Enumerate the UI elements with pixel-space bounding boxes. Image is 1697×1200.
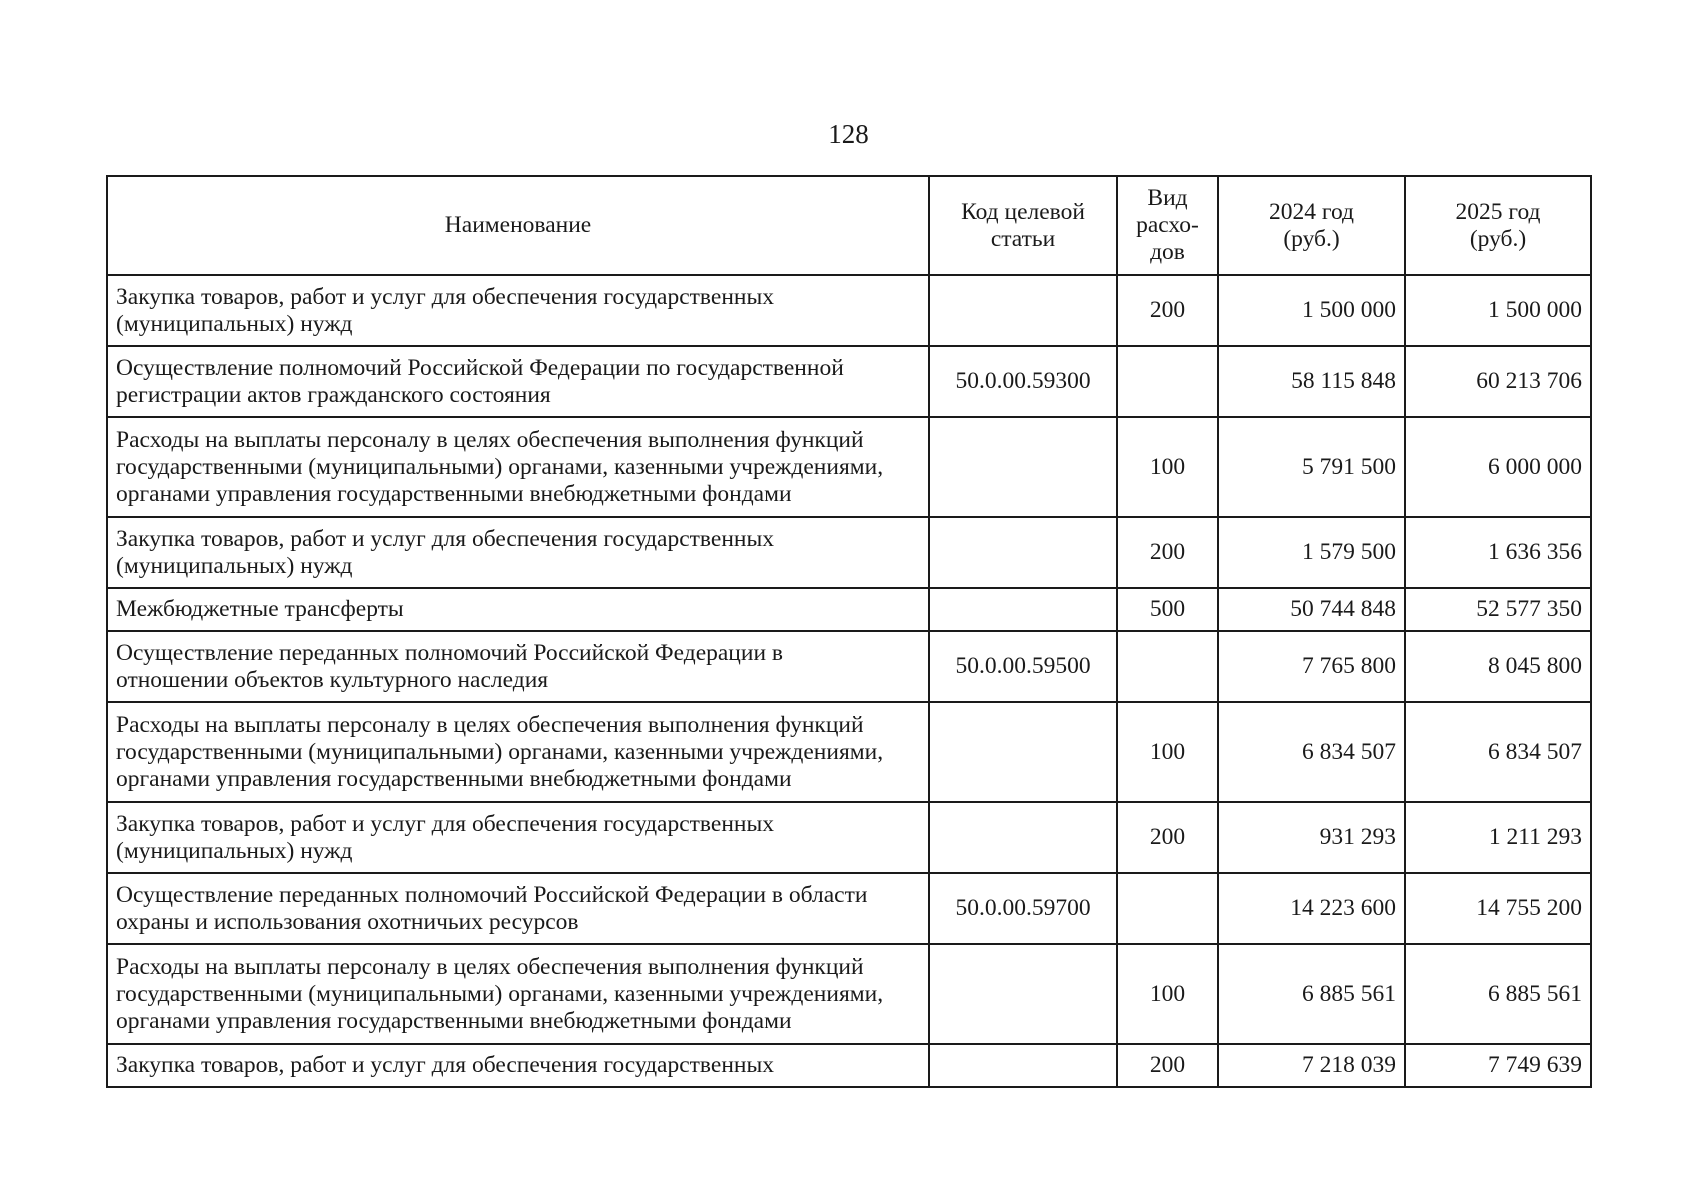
budget-table [106, 175, 1592, 1088]
row-code [929, 944, 1117, 1044]
row-name: Закупка товаров, работ и услуг для обеспечения государственных (муниципальных) нужд [107, 275, 929, 346]
row-2024: 14 223 600 [1218, 873, 1405, 944]
table-row [107, 802, 1591, 873]
table-row [107, 275, 1591, 346]
row-name: Осуществление переданных полномочий Российской Федерации в области охраны и использования охотничьих ресурсов [107, 873, 929, 944]
row-2025: 1 211 293 [1405, 802, 1591, 873]
row-code [929, 417, 1117, 517]
row-code: 50.0.00.59500 [929, 631, 1117, 702]
row-2024: 931 293 [1218, 802, 1405, 873]
table-row [107, 588, 1591, 631]
table-row [107, 417, 1591, 517]
row-code [929, 517, 1117, 588]
row-kind: 200 [1117, 275, 1218, 346]
row-name: Межбюджетные трансферты [107, 588, 929, 631]
row-kind [1117, 346, 1218, 417]
row-code [929, 802, 1117, 873]
row-code [929, 702, 1117, 802]
row-code: 50.0.00.59700 [929, 873, 1117, 944]
row-kind: 100 [1117, 417, 1218, 517]
row-2025: 7 749 639 [1405, 1044, 1591, 1087]
row-code [929, 1044, 1117, 1087]
row-kind: 100 [1117, 944, 1218, 1044]
row-2025: 1 500 000 [1405, 275, 1591, 346]
row-2024: 1 500 000 [1218, 275, 1405, 346]
row-kind: 500 [1117, 588, 1218, 631]
row-code [929, 275, 1117, 346]
table-row [107, 517, 1591, 588]
row-kind [1117, 631, 1218, 702]
header-kind: Вид расхо- дов [1117, 176, 1218, 275]
table-row [107, 1044, 1591, 1087]
page-number: 128 [828, 119, 869, 149]
row-2024: 50 744 848 [1218, 588, 1405, 631]
row-2025: 6 834 507 [1405, 702, 1591, 802]
row-name: Расходы на выплаты персоналу в целях обеспечения выполнения функций государственными (муниципальными) органами, казенными учреждениями, органами управления государственными внебюджетными фондами [107, 417, 929, 517]
row-kind: 100 [1117, 702, 1218, 802]
row-code: 50.0.00.59300 [929, 346, 1117, 417]
header-2025: 2025 год (руб.) [1405, 176, 1591, 275]
row-name: Закупка товаров, работ и услуг для обеспечения государственных (муниципальных) нужд [107, 517, 929, 588]
row-kind [1117, 873, 1218, 944]
row-2024: 5 791 500 [1218, 417, 1405, 517]
row-code [929, 588, 1117, 631]
row-2025: 6 000 000 [1405, 417, 1591, 517]
row-name: Расходы на выплаты персоналу в целях обеспечения выполнения функций государственными (муниципальными) органами, казенными учреждениями, органами управления государственными внебюджетными фондами [107, 702, 929, 802]
row-2024: 58 115 848 [1218, 346, 1405, 417]
table-row [107, 702, 1591, 802]
row-2025: 52 577 350 [1405, 588, 1591, 631]
row-kind: 200 [1117, 802, 1218, 873]
row-2024: 7 218 039 [1218, 1044, 1405, 1087]
row-name: Закупка товаров, работ и услуг для обеспечения государственных [107, 1044, 929, 1087]
row-2025: 60 213 706 [1405, 346, 1591, 417]
row-name: Осуществление переданных полномочий Российской Федерации в отношении объектов культурного наследия [107, 631, 929, 702]
table-row [107, 873, 1591, 944]
table-row [107, 346, 1591, 417]
table-row [107, 944, 1591, 1044]
table-header-row [107, 176, 1591, 275]
row-2025: 14 755 200 [1405, 873, 1591, 944]
table-row [107, 631, 1591, 702]
row-name: Расходы на выплаты персоналу в целях обеспечения выполнения функций государственными (муниципальными) органами, казенными учреждениями, органами управления государственными внебюджетными фондами [107, 944, 929, 1044]
header-2024: 2024 год (руб.) [1218, 176, 1405, 275]
header-name: Наименование [107, 176, 929, 275]
row-kind: 200 [1117, 1044, 1218, 1087]
row-name: Закупка товаров, работ и услуг для обеспечения государственных (муниципальных) нужд [107, 802, 929, 873]
row-2024: 7 765 800 [1218, 631, 1405, 702]
row-kind: 200 [1117, 517, 1218, 588]
header-code: Код целевой статьи [929, 176, 1117, 275]
row-name: Осуществление полномочий Российской Федерации по государственной регистрации актов гражданского состояния [107, 346, 929, 417]
row-2024: 6 834 507 [1218, 702, 1405, 802]
row-2025: 6 885 561 [1405, 944, 1591, 1044]
row-2025: 1 636 356 [1405, 517, 1591, 588]
row-2024: 1 579 500 [1218, 517, 1405, 588]
row-2025: 8 045 800 [1405, 631, 1591, 702]
row-2024: 6 885 561 [1218, 944, 1405, 1044]
